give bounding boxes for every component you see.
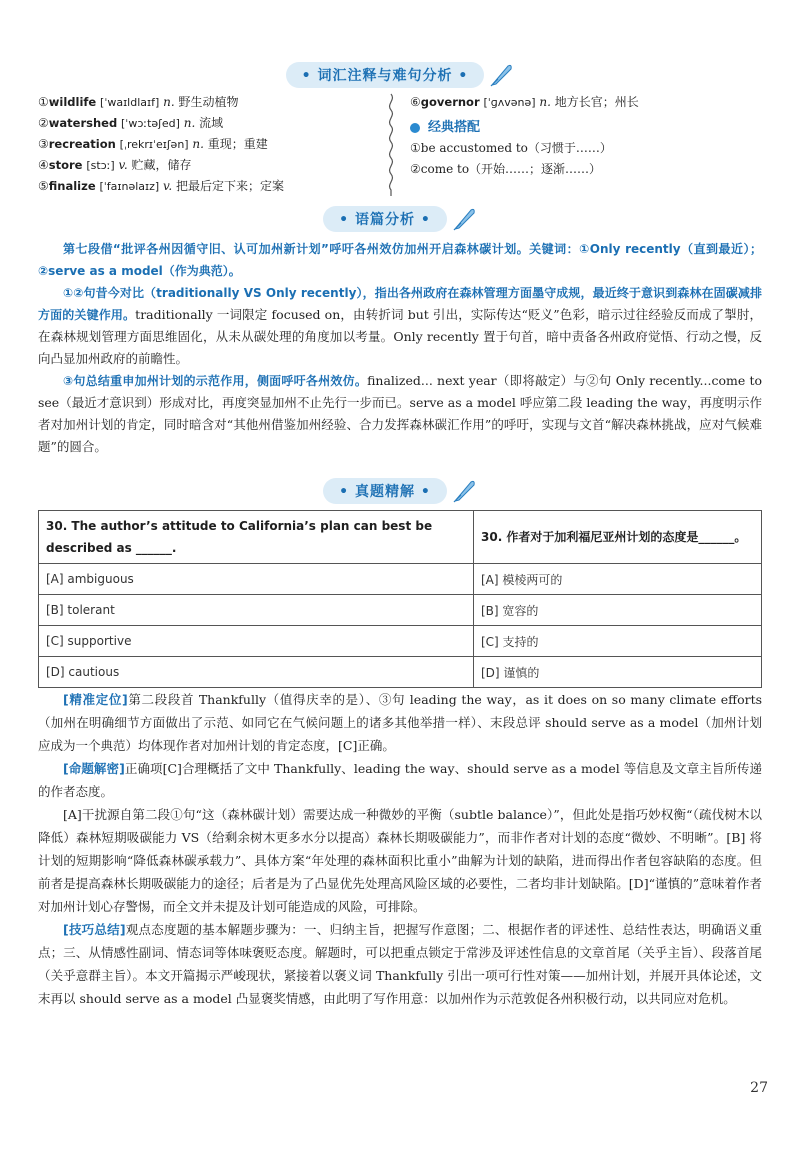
- option-row: [39, 595, 762, 626]
- collocation-item: ①be accustomed to（习惯于……）: [410, 141, 612, 155]
- bullet-dot-icon: [410, 123, 420, 133]
- explanation-body: [38, 688, 762, 1010]
- option-en: [C] supportive: [39, 626, 474, 657]
- vocab-block: [38, 92, 762, 202]
- collocation-heading: 经典搭配: [410, 117, 762, 138]
- analysis-paragraph: 第七段借“批评各州因循守旧、认可加州新计划”呼吁各州效仿加州开启森林碳计划。关键词：①Only recently（直到最近）；②serve as a model（作为典范）。: [38, 242, 762, 278]
- analysis-paragraph: ①②句昔今对比（traditionally VS Only recently），指出各州政府在森林管理方面墨守成规，最近终于意识到森林在固碳减排方面的关键作用。traditionally 一词限定 focused on，由转折词 but 引出，实际传达“贬义”色彩，暗示过往经验反而成了掣肘，在森林规划管理方面思维固化，从未从碳处理的角度加以考量。Only recently 置于句首，暗中责备各州政府觉悟、行动之慢，反向凸显加州政府的前瞻性。: [38, 286, 762, 366]
- option-zh: [C] 支持的: [474, 626, 762, 657]
- vocab-list-left: [38, 92, 378, 197]
- option-zh: [D] 谨慎的: [474, 657, 762, 688]
- explanation-paragraph: [命题解密]正确项[C]合理概括了文中 Thankfully、leading the way、should serve as a model 等信息及文章主旨所传递的作者态度。: [38, 761, 762, 799]
- question-stem-zh: 30. 作者对于加利福尼亚州计划的态度是______。: [474, 511, 762, 564]
- vocab-item: ④store [stɔː] v. 贮藏，储存: [38, 158, 192, 172]
- vocab-list-right: [410, 92, 762, 180]
- analysis-title-label: • 语篇分析 •: [323, 206, 447, 232]
- question-stem-row: [39, 511, 762, 564]
- analysis-paragraph: ③句总结重申加州计划的示范作用，侧面呼吁各州效仿。finalized... next year（即将敲定）与②句 Only recently...come to see（最近才意识到）形成对比，再度突显加州不止先行一步而已。serve as a model 呼应第二段 leading the way，再度明示作者对加州计划的肯定，同时暗含对“其他州借鉴加州经验、合力发挥森林碳汇作用”的呼吁，实现与文首“解决森林挑战，应对气候难题”的圆合。: [38, 373, 762, 454]
- option-row: [39, 626, 762, 657]
- vocab-item: ②watershed [ˈwɔːtəʃed] n. 流域: [38, 116, 224, 130]
- option-row: [39, 657, 762, 688]
- option-zh: [B] 宽容的: [474, 595, 762, 626]
- vocab-item: ⑥governor [ˈɡʌvənə] n. 地方长官；州长: [410, 95, 639, 109]
- explanation-paragraph: [技巧总结]观点态度题的基本解题步骤为：一、归纳主旨，把握写作意图；二、根据作者的评述性、总结性表达，明确语义重点；三、从情感性副词、情态词等体味褒贬态度。解题时，可以把重点锁定于常涉及评述性信息的文章首尾（关乎主旨）、段落首尾（关乎意群主旨）。本文开篇揭示严峻现状，紧接着以褒义词 Thankfully 引出一项可行性对策——加州计划，并展开具体论述，文末再以 should serve as a model 凸显褒奖情感，由此明了写作用意：以加州作为示范敦促各州积极行动，以共同应对危机。: [38, 922, 762, 1006]
- analysis-body: [38, 238, 762, 458]
- vocab-item: ⑤finalize [ˈfaɪnəlaɪz] v. 把最后定下来；定案: [38, 179, 285, 193]
- option-row: [39, 564, 762, 595]
- option-en: [D] cautious: [39, 657, 474, 688]
- question-section-title: [38, 478, 762, 504]
- question-table: [38, 510, 762, 688]
- vocab-item: ①wildlife [ˈwaɪldlaɪf] n. 野生动植物: [38, 95, 239, 109]
- option-en: [A] ambiguous: [39, 564, 474, 595]
- quill-icon: [451, 206, 477, 232]
- collocation-item: ②come to（开始……；逐渐……）: [410, 162, 602, 176]
- explanation-paragraph: [精准定位]第二段段首 Thankfully（值得庆幸的是）、③句 leading the way，as it does on so many climate efforts（加州在明确细节方面做出了示范、如同它在气候问题上的诸多其他举措一样）、末段总评 should serve as a model（加州计划应成为一个典范）均体现作者对加州计划的肯定态度，[C]正确。: [38, 692, 763, 753]
- quill-icon: [488, 62, 514, 88]
- spiral-divider: [384, 92, 398, 196]
- page-number: 27: [750, 1080, 768, 1096]
- vocab-section-title: [38, 62, 762, 88]
- quill-icon: [451, 478, 477, 504]
- vocab-title-label: • 词汇注释与难句分析 •: [286, 62, 485, 88]
- analysis-section-title: [38, 206, 762, 232]
- question-title-label: • 真题精解 •: [323, 478, 447, 504]
- vocab-item: ③recreation [ˌrekrɪˈeɪʃən] n. 重现；重建: [38, 137, 268, 151]
- explanation-paragraph: [A]干扰源自第二段①句“这（森林碳计划）需要达成一种微妙的平衡（subtle balance）”，但此处是指巧妙权衡“（疏伐树木以降低）森林短期吸碳能力 VS（给剩余树木更多水分以提高）森林长期吸碳能力”，而非作者对计划的态度“微妙、不明晰”。[B] 将计划的短期影响“降低森林碳承载力”、具体方案“年处理的森林面积比重小”曲解为计划的缺陷，进而得出作者包容缺陷的态度。但前者是提高森林长期吸碳能力的途径；后者是为了凸显优先处理高风险区域的必要性，二者均非计划缺陷。[D]“谨慎的”意味着作者对加州计划心存警惕，而全文并未提及计划可能造成的风险，可排除。: [38, 807, 762, 914]
- option-en: [B] tolerant: [39, 595, 474, 626]
- question-stem-en: 30. The author’s attitude to California’s plan can best be described as ______.: [39, 511, 474, 564]
- option-zh: [A] 模棱两可的: [474, 564, 762, 595]
